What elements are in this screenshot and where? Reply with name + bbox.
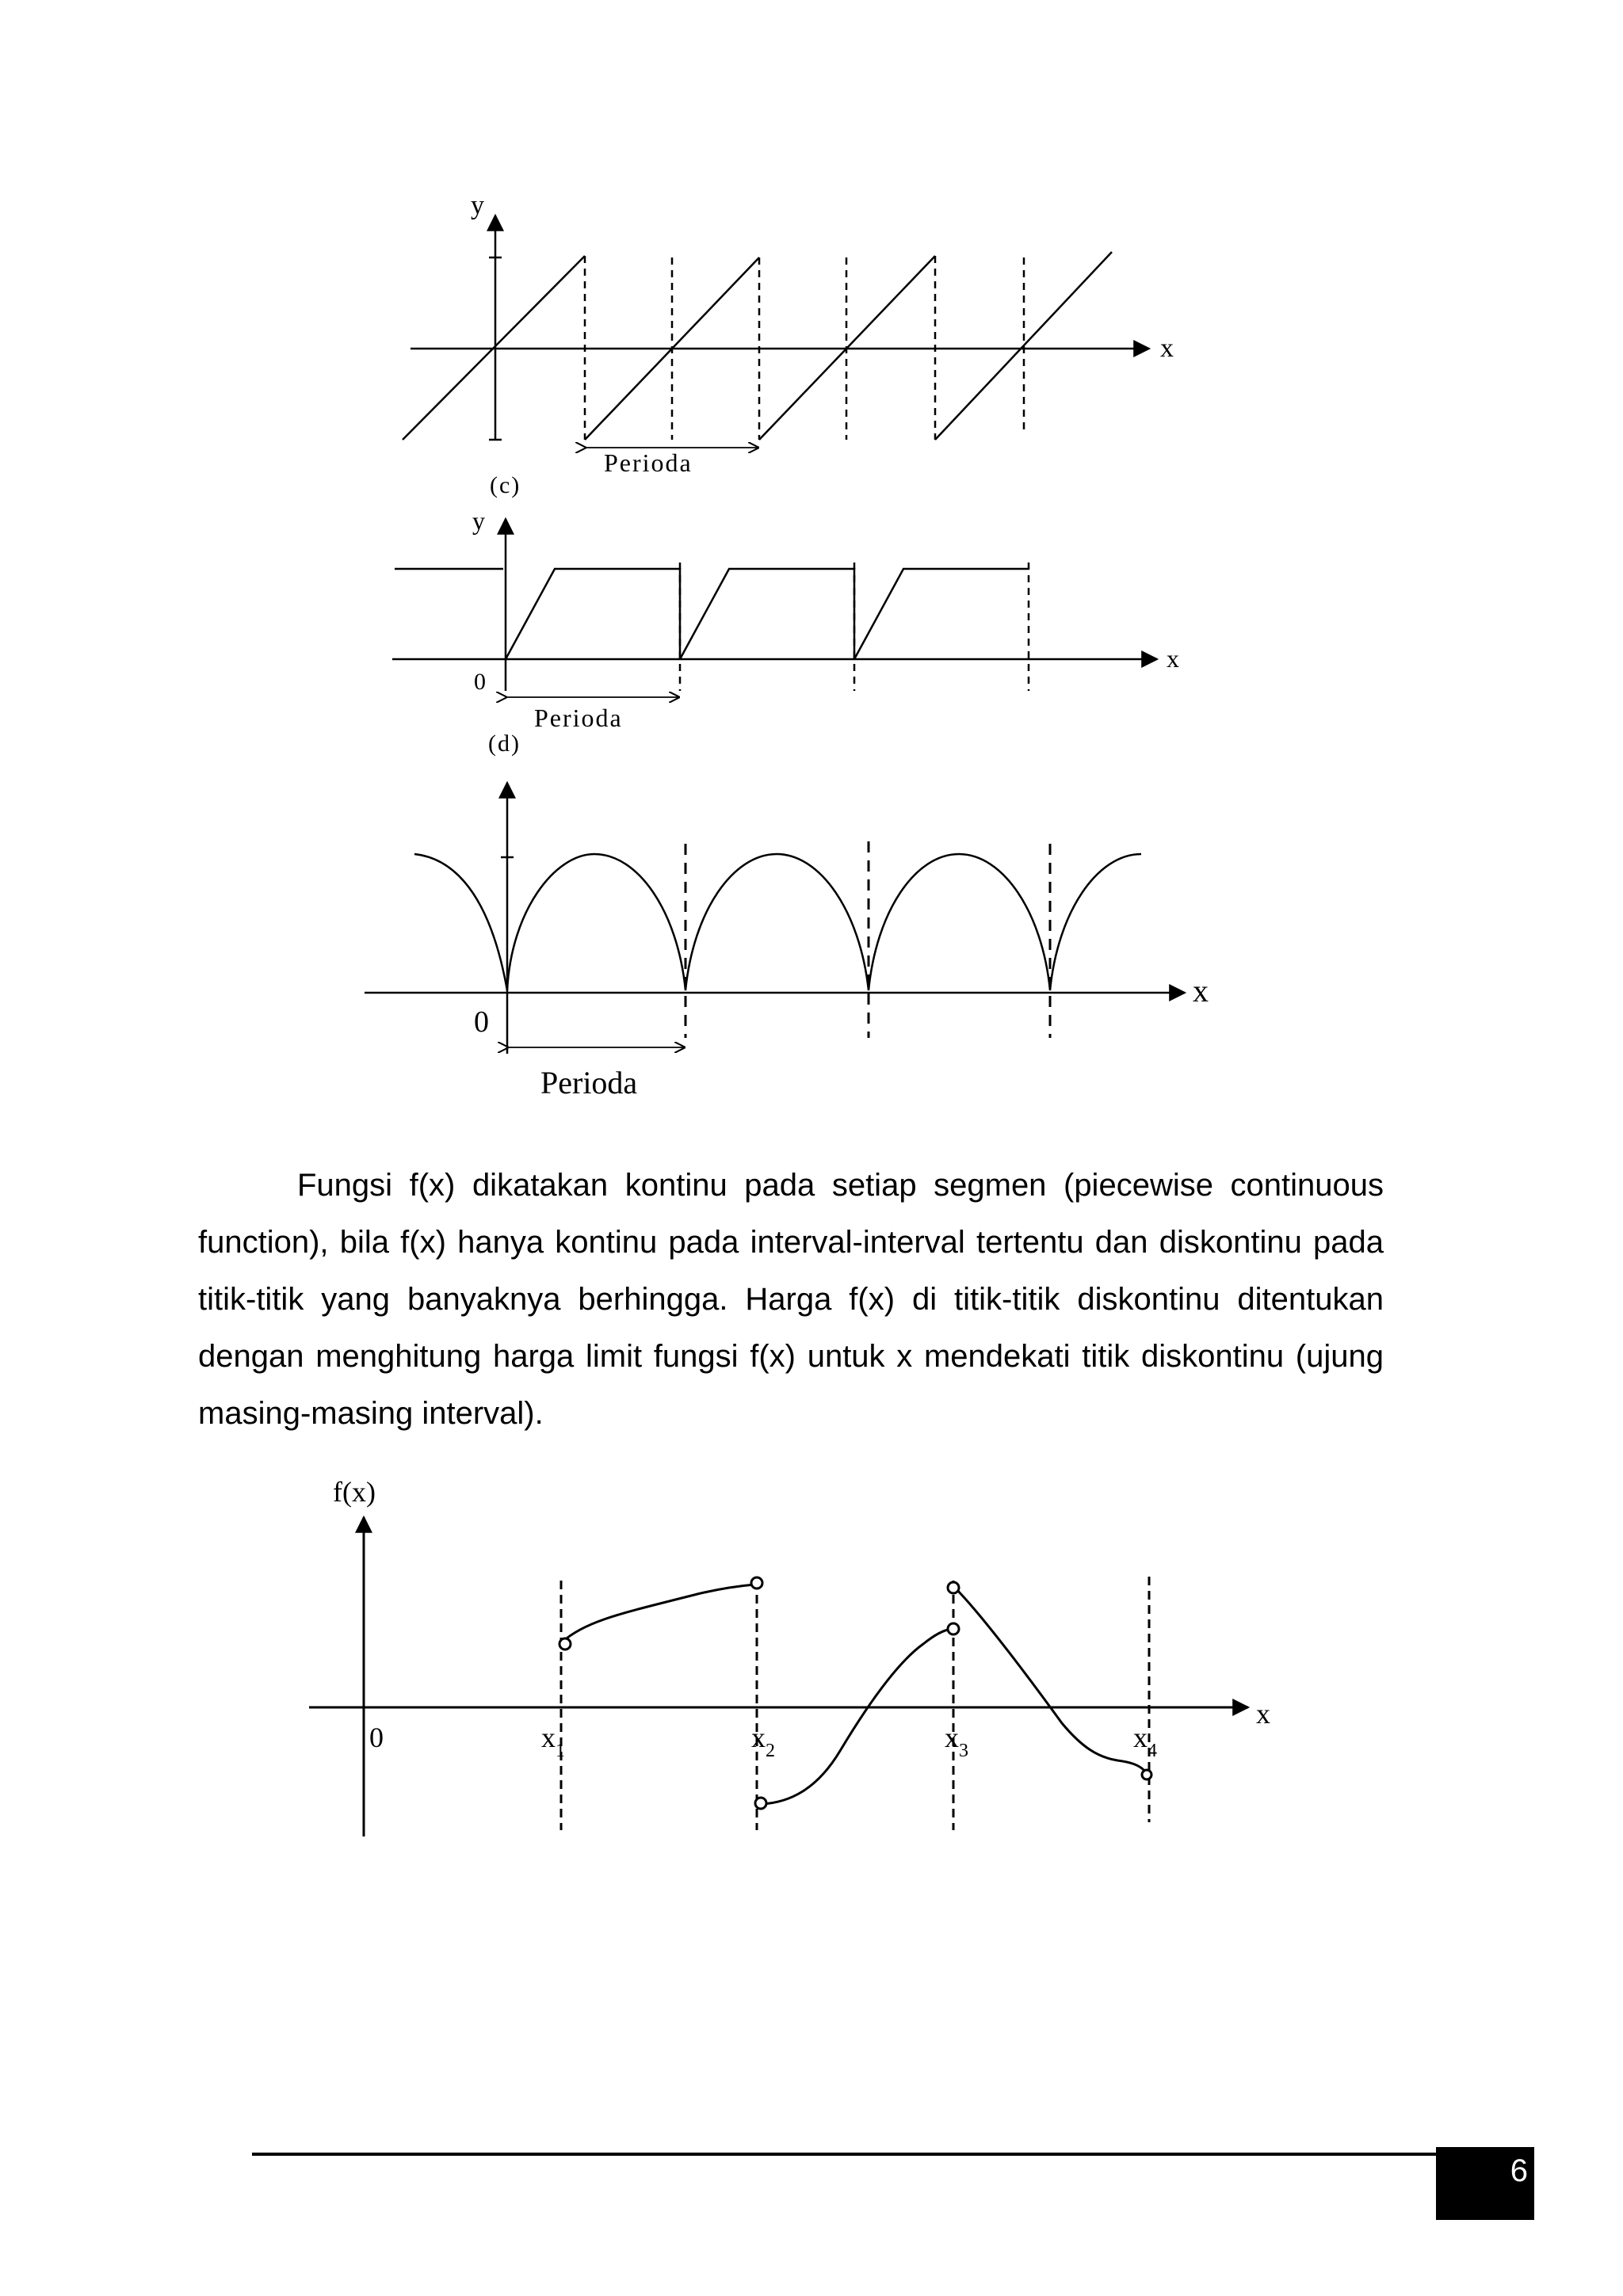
sawtooth-figure — [403, 215, 1149, 448]
piecewise-figure — [309, 1517, 1248, 1836]
piecewise-x-label: x — [1256, 1698, 1270, 1730]
ramp-caption: (d) — [488, 730, 521, 757]
ramp-origin-label: 0 — [474, 669, 486, 695]
arches-period-label: Perioda — [540, 1065, 638, 1100]
page-number-box — [1436, 2147, 1534, 2220]
piecewise-origin-label: 0 — [369, 1722, 384, 1753]
piecewise-point-label-x3: $x_3$ — [945, 1722, 968, 1761]
piecewise-endpoint-marker — [559, 1638, 571, 1650]
sawtooth-caption: (c) — [490, 472, 521, 498]
sawtooth-period-label: Perioda — [604, 448, 693, 477]
piecewise-endpoint-marker — [751, 1577, 762, 1589]
piecewise-y-label: f(x) — [333, 1476, 376, 1508]
ramp-y-label: y — [472, 506, 485, 535]
piecewise-point-label-x2: $x_2$ — [751, 1722, 775, 1761]
ramp-figure — [392, 519, 1157, 697]
arches-x-label: x — [1193, 973, 1209, 1009]
ramp-x-label: x — [1167, 644, 1179, 673]
piecewise-endpoint-marker — [755, 1798, 766, 1809]
arches-wave — [414, 854, 1141, 990]
ramp-period-label: Perioda — [534, 704, 623, 732]
sawtooth-x-label: x — [1160, 334, 1174, 363]
piecewise-point-label-x1: $x_1$ — [541, 1722, 565, 1761]
sawtooth-y-label: y — [471, 191, 484, 220]
piecewise-point-label-x4: $x_4$ — [1133, 1722, 1157, 1761]
piecewise-curve-segment-3 — [956, 1589, 1146, 1772]
piecewise-endpoint-marker — [948, 1582, 959, 1593]
piecewise-endpoint-marker — [1142, 1770, 1151, 1779]
piecewise-endpoint-marker — [948, 1623, 959, 1634]
body-paragraph: Fungsi f(x) dikatakan kontinu pada setiap segmen (piecewise continuous function), bila f(x) hanya kontinu pada interval-interval tertentu dan diskontinu pada titik-titik yang banyaknya berhingga. Harga f(x) di titik-titik diskontinu ditentukan dengan menghitung harga limit fungsi f(x) untuk x mendekati titik diskontinu (ujung masing-masing interval). — [198, 1168, 1384, 1431]
arches-origin-label: 0 — [474, 1005, 489, 1039]
piecewise-curve-segment-1 — [563, 1585, 754, 1642]
ramp-wave — [506, 569, 1029, 659]
page-number: 6 — [1510, 2153, 1528, 2188]
piecewise-curve-segment-2 — [762, 1629, 951, 1804]
footer-rule — [252, 2153, 1437, 2156]
